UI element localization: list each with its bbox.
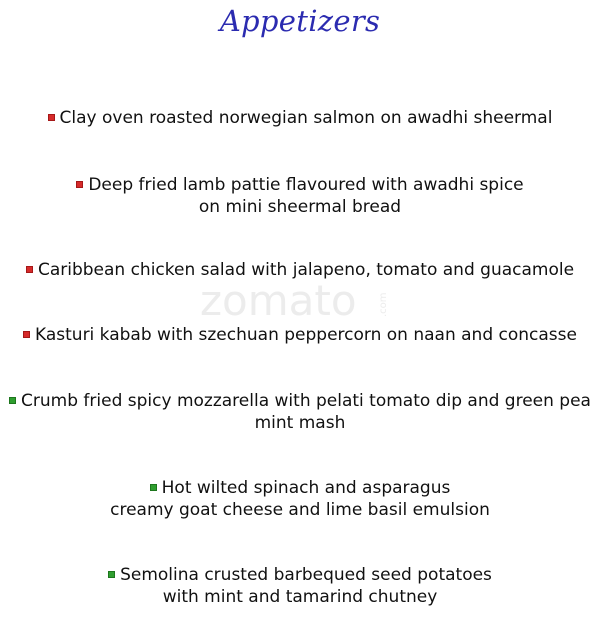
veg-marker-icon: [150, 484, 157, 491]
non-veg-marker-icon: [23, 331, 30, 338]
menu-item: [0, 324, 600, 346]
menu-item-text: Kasturi kabab with szechuan peppercorn on naan and concasse: [35, 325, 577, 345]
menu-item-text: with mint and tamarind chutney: [162, 587, 438, 607]
veg-marker-icon: [108, 571, 115, 578]
menu-item: [0, 259, 600, 281]
menu-item-text: Semolina crusted barbequed seed potatoes: [120, 565, 492, 585]
menu-item: [0, 564, 600, 608]
menu-item-text: Hot wilted spinach and asparagus: [161, 478, 451, 498]
menu-item-text: Caribbean chicken salad with jalapeno, tomato and guacamole: [37, 260, 575, 280]
non-veg-marker-icon: [76, 181, 83, 188]
menu-item-text: creamy goat cheese and lime basil emulsion: [110, 500, 490, 520]
non-veg-marker-icon: [26, 266, 33, 273]
menu-item-text: Crumb fried spicy mozzarella with pelati tomato dip and green pea: [21, 391, 591, 411]
watermark-suffix: .com: [378, 292, 389, 317]
watermark-text: zomato: [200, 277, 357, 325]
menu-item-text: on mini sheermal bread: [198, 197, 402, 217]
zomato-watermark: [200, 277, 405, 329]
menu-item: [0, 174, 600, 218]
menu-item: [0, 107, 600, 129]
menu-item: [0, 477, 600, 521]
menu-title: Appetizers: [219, 4, 381, 38]
menu-item-text: mint mash: [254, 413, 346, 433]
menu-item-text: Deep fried lamb pattie flavoured with awadhi spice: [88, 175, 524, 195]
menu-item: [0, 390, 600, 434]
veg-marker-icon: [9, 397, 16, 404]
non-veg-marker-icon: [48, 114, 55, 121]
menu-item-text: Clay oven roasted norwegian salmon on awadhi sheermal: [59, 108, 553, 128]
